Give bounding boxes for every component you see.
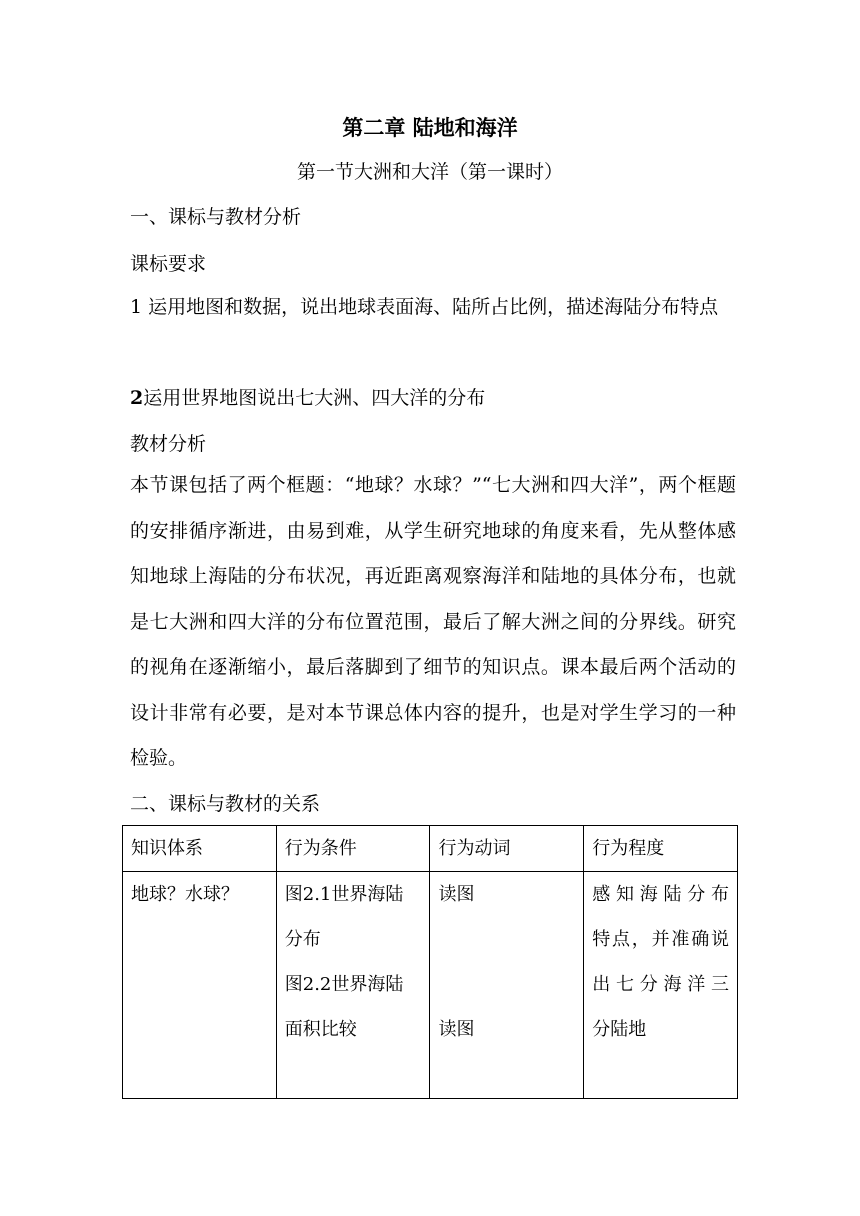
table-cell-verb — [430, 872, 584, 1099]
cell-text: 分布 — [284, 929, 321, 950]
requirement-2-text: 运用世界地图说出七大洲、四大洋的分布 — [143, 387, 486, 409]
table-header-cell: 行为程度 — [584, 826, 738, 872]
requirement-2-number: 2 — [130, 387, 144, 409]
table-cell-condition — [276, 872, 430, 1099]
relationship-table — [122, 825, 738, 1099]
table-cell-knowledge — [123, 872, 277, 1099]
cell-text: 地球？水球？ — [131, 884, 239, 905]
cell-text: 读图 — [438, 884, 475, 905]
table-header-cell: 行为动词 — [430, 826, 584, 872]
cell-text: 读图 — [438, 1019, 475, 1040]
table-cell-degree — [584, 872, 738, 1099]
heading-standard-analysis: 一、课标与教材分析 — [130, 206, 302, 228]
table-row — [123, 872, 738, 1099]
cell-text: 面积比较 — [284, 1019, 357, 1040]
chapter-title: 第二章 陆地和海洋 — [342, 115, 518, 140]
table-header-cell: 行为条件 — [276, 826, 430, 872]
cell-spacer — [438, 917, 575, 962]
cell-text: 分陆地 — [592, 1019, 647, 1040]
table-header-cell: 知识体系 — [123, 826, 277, 872]
requirement-1 — [130, 284, 736, 330]
heading-relationship: 二、课标与教材的关系 — [130, 793, 321, 815]
requirement-2 — [130, 384, 736, 412]
heading-textbook-analysis: 教材分析 — [130, 433, 207, 455]
section-subtitle: 第一节大洲和大洋（第一课时） — [296, 161, 563, 183]
cell-text: 感知海陆分布 — [592, 884, 729, 905]
requirement-1-text: 1 运用地图和数据，说出地球表面海、陆所占比例，描述海陆分布特点 — [130, 296, 719, 318]
cell-text: 图2.2世界海陆 — [284, 974, 404, 995]
heading-curriculum-requirements: 课标要求 — [130, 253, 207, 275]
table-header-row — [123, 826, 738, 872]
cell-text: 特点，并准确说 — [592, 929, 729, 950]
cell-spacer — [438, 962, 575, 1007]
analysis-paragraph: 本节课包括了两个框题：“地球？水球？”“七大洲和四大洋”，两个框题的安排循序渐进，由易到难，从学生研究地球的角度来看，先从整体感知地球上海陆的分布状况，再近距离观察海洋和陆地的具体分布，也就是七大洲和四大洋的分布位置范围，最后了解大洲之间的分界线。研究的视角在逐渐缩小，最后落脚到了细节的知识点。课本最后两个活动的设计非常有必要，是对本节课总体内容的提升，也是对学生学习的一种检验。 — [130, 474, 736, 769]
cell-text: 出七分海洋三 — [592, 974, 729, 995]
cell-text: 图2.1世界海陆 — [284, 884, 404, 905]
